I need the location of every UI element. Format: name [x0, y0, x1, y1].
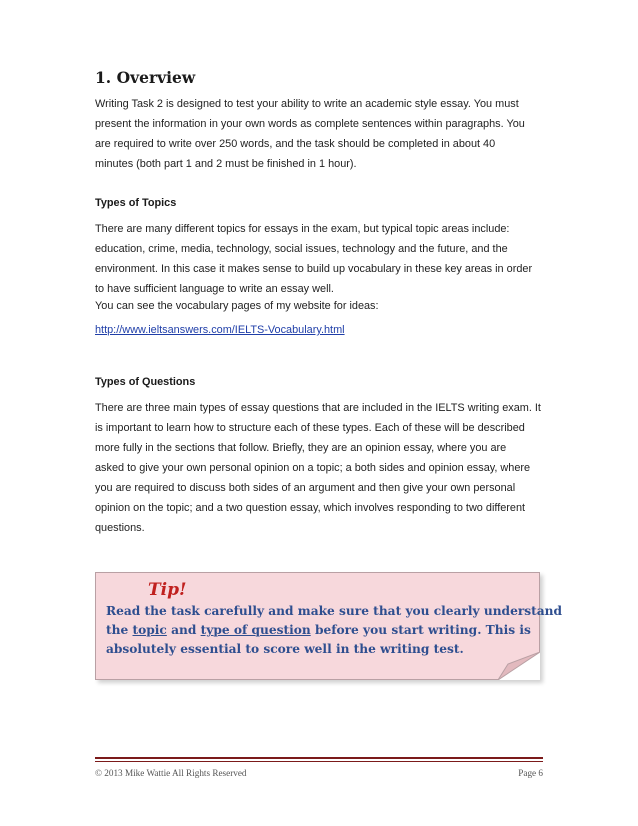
questions-line: you are required to discuss both sides of an argument and then give your own personal — [95, 482, 516, 494]
vocab-note: You can see the vocabulary pages of my website for ideas: — [95, 300, 379, 312]
questions-line: more fully in the sections that follow. Briefly, they are an opinion essay, where you are — [95, 442, 507, 454]
topics-subheading: Types of Topics — [95, 197, 177, 209]
tip-question-type-underlined: type of question — [200, 623, 311, 637]
tip-text-fragment: the — [106, 623, 133, 637]
vocabulary-link[interactable]: http://www.ieltsanswers.com/IELTS-Vocabulary.html — [95, 324, 345, 336]
overview-line: are required to write over 250 words, and the task should be completed in about 40 — [95, 138, 496, 150]
questions-line: asked to give your own personal opinion on a topic; a both sides and opinion essay, where — [95, 462, 531, 474]
questions-line: There are three main types of essay questions that are included in the IELTS writing exam. It — [95, 402, 541, 414]
topics-line: There are many different topics for essays in the exam, but typical topic areas include: — [95, 223, 510, 235]
tip-title: Tip! — [148, 580, 187, 600]
footer-page-number: Page 6 — [518, 768, 543, 778]
questions-subheading: Types of Questions — [95, 376, 196, 388]
tip-text-fragment: and — [166, 623, 201, 637]
section-heading: 1. Overview — [95, 68, 196, 87]
overview-line: Writing Task 2 is designed to test your ability to write an academic style essay. You must — [95, 98, 519, 110]
tip-line: absolutely essential to score well in the writing test. — [106, 642, 464, 656]
page-curl-icon — [498, 652, 540, 680]
footer-rule-thick — [95, 757, 543, 759]
footer-rule-thin — [95, 761, 543, 762]
topics-line: education, crime, media, technology, social issues, technology and the future, and the — [95, 243, 508, 255]
tip-line — [106, 621, 536, 640]
questions-line: questions. — [95, 522, 145, 534]
overview-paragraph — [95, 94, 545, 174]
topics-line: environment. In this case it makes sense to build up vocabulary in these key areas in order — [95, 263, 533, 275]
tip-topic-underlined: topic — [132, 623, 167, 637]
questions-paragraph — [95, 398, 545, 538]
topics-line: to have sufficient language to write an essay well. — [95, 283, 334, 295]
tip-line: Read the task carefully and make sure that you clearly understand — [106, 604, 563, 618]
questions-line: is important to learn how to structure each of these types. Each of these will be described — [95, 422, 525, 434]
topics-paragraph — [95, 219, 545, 299]
tip-text-fragment: before you start writing. This is — [310, 623, 531, 637]
tip-callout-box — [95, 572, 563, 680]
footer-copyright: © 2013 Mike Wattie All Rights Reserved — [95, 768, 247, 778]
tip-text — [106, 602, 563, 659]
overview-line: minutes (both part 1 and 2 must be finished in 1 hour). — [95, 158, 357, 170]
overview-line: present the information in your own words as complete sentences within paragraphs. You — [95, 118, 525, 130]
questions-line: opinion on the topic; and a two question essay, which involves responding to two different — [95, 502, 526, 514]
